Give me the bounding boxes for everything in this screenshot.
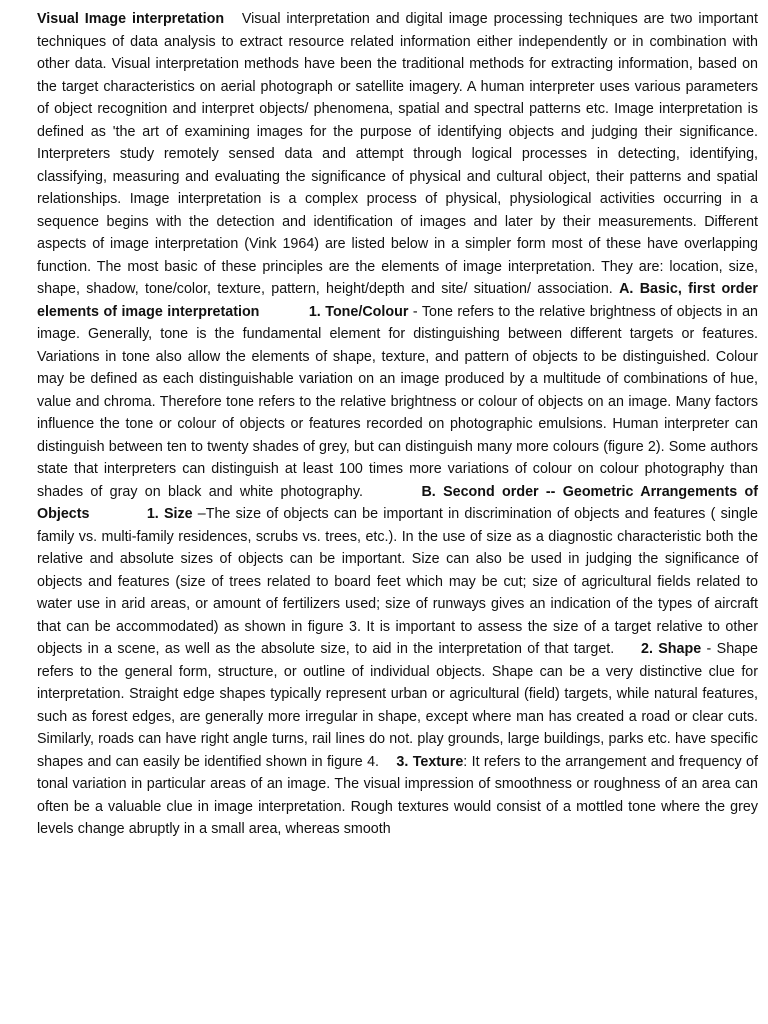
texture-paragraph: : It refers to the arrangement and frequency of tonal variation in particular areas of an image. The visual impression of smoothness or roughness of an area can often be a valuable clue in image interpretation. Rough textures would consist of a mottled tone where the grey levels change abruptly in a small area, whereas smooth bbox=[37, 753, 758, 837]
tone-heading: 1. Tone/Colour bbox=[308, 303, 409, 320]
size-heading: 1. Size bbox=[146, 506, 193, 522]
size-paragraph: –The size of objects can be important in discrimination of objects and features ( single family vs. multi-family residences, scrubs vs. trees, etc.). In the use of size as a diagnostic characteristic both the relative and absolute sizes of objects can be important. Size can also be used in judging the significance of objects and features (size of trees related to board feet which may be cut; size of agricultural fields related to water use in arid areas, or amount of fertilizers used; size of runways gives an indication of the types of aircraft that can be accommodated) as shown in figure 3. It is important to assess the size of a target relative to other objects in a scene, as well as the absolute size, to aid in the interpretation of that target. bbox=[37, 506, 758, 657]
intro-paragraph: Visual interpretation and digital image processing techniques are two important techniques of data analysis to extract resource related information either independently or in combination with other data. Visual interpretation methods have been the traditional methods for extracting information, based on the target characteristics on aerial photograph or satellite imagery. A human interpreter uses various parameters of object recognition and interpret objects/ phenomena, spatial and spectral patterns etc. Image interpretation is defined as 'the art of examining images for the purpose of identifying objects and judging their significance. Interpreters study remotely sensed data and attempt through logical processes in detecting, identifying, classifying, measuring and evaluating the significance of physical and cultural object, their patterns and spatial relationships. Image interpretation is a complex process of physical, physiological activities occurring in a sequence begins with the detection and identification of images and later by their measurements. Different aspects of image interpretation (Vink 1964) are listed below in a simpler form most of these have overlapping function. The most basic of these principles are the elements of image interpretation. They are: location, size, shape, shadow, tone/color, texture, pattern, height/depth and site/ situation/ association. bbox=[37, 11, 758, 297]
shape-paragraph: - Shape refers to the general form, structure, or outline of individual objects. Shape can be a very distinctive clue for interpretation. Straight edge shapes typically represent urban or agricultural (field) targets, while natural features, such as forest edges, are generally more irregular in shape, except where man has created a road or clear cuts. Similarly, roads can have right angle turns, rail lines do not. play grounds, large buildings, parks etc. have specific shapes and can easily be identified shown in figure 4. bbox=[37, 641, 758, 770]
title-heading: Visual Image interpretation bbox=[37, 11, 225, 27]
section-b-heading: B. Second order -- Geometric Arrangements of Objects bbox=[37, 483, 758, 522]
shape-heading: 2. Shape bbox=[641, 641, 702, 657]
section-a-heading: A. Basic, first order elements of image interpretation bbox=[37, 281, 758, 320]
body-text bbox=[37, 8, 758, 841]
texture-heading: 3. Texture bbox=[396, 753, 464, 770]
tone-paragraph: - Tone refers to the relative brightness of objects in an image. Generally, tone is the fundamental element for distinguishing between different targets or features. Variations in tone also allow the elements of shape, texture, and pattern of objects to be distinguished. Colour may be defined as each distinguishable variation on an image produced by a multitude of combinations of hue, value and chroma. Therefore tone refers to the relative brightness or colour of objects on an image. Many factors influence the tone or colour of objects or features recorded on photographic emulsions. Human interpreter can distinguish between ten to twenty shades of grey, but can distinguish many more colours (figure 2). Some authors state that interpreters can distinguish at least 100 times more variations of colour on colour photography than shades of gray on black and white photography. bbox=[37, 303, 758, 500]
